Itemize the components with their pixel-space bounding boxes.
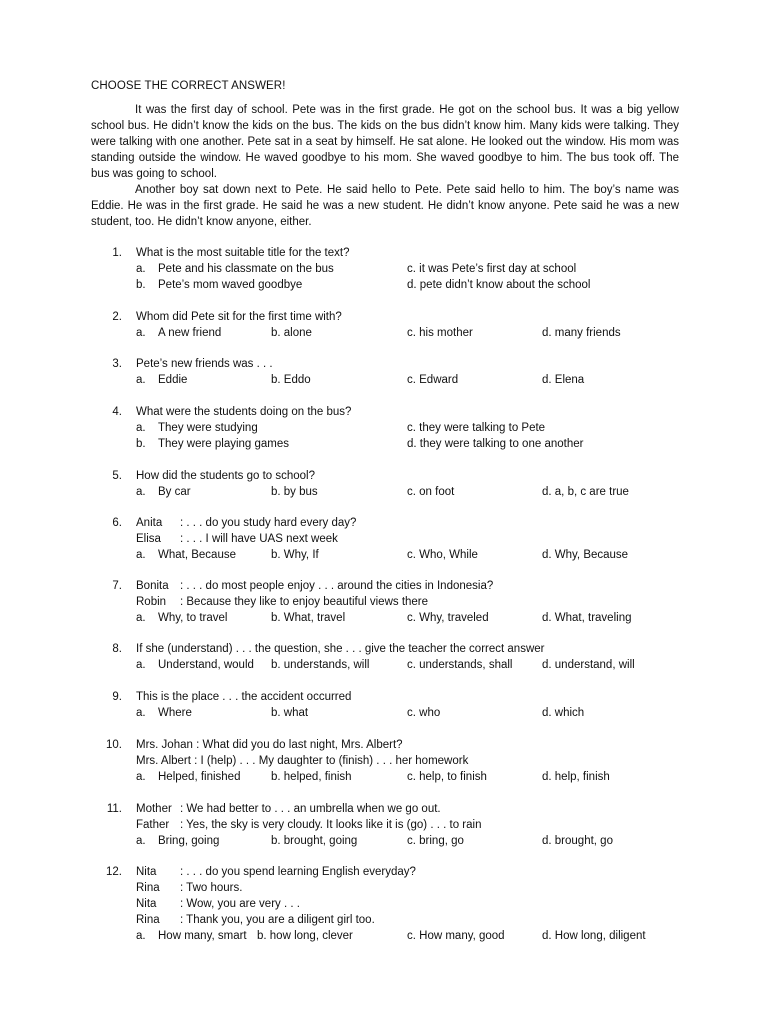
option-d: d. brought, go [542,835,613,847]
speaker-name: Father [136,819,170,831]
option-d: d. understand, will [542,659,635,671]
option-b: b. understands, will [271,659,370,671]
option-b: b. what [271,707,309,719]
option-a: Why, to travel [158,612,228,624]
question-11: 11. Mother : We had better to . . . an umbrella when we go out. Father : Yes, the sky is very cloudy. It looks like it is (go) . . . to rain a. Bring, going b. brought, going c. bring, go d. brought, go [106,803,613,847]
page-heading: CHOOSE THE CORRECT ANSWER! [91,80,286,92]
question-4: 4. What were the students doing on the bus? a. They were studying c. they were talking to Pete b. They were playing games d. they were talking to one another [112,406,584,450]
speaker-name: Anita [136,517,163,529]
question-6: 6. Anita : . . . do you study hard every day? Elisa : . . . I will have UAS next week a. What, Because b. Why, If c. Who, While d. Why, Because [112,517,629,561]
question-number: 4. [112,406,122,418]
question-number: 9. [112,691,122,703]
option-c: c. on foot [407,486,455,498]
question-number: 6. [112,517,122,529]
option-c: c. bring, go [407,835,464,847]
dialog-line: : . . . do most people enjoy . . . around the cities in Indonesia? [180,580,494,592]
option-d: d. pete didn’t know about the school [407,279,591,291]
option-c: c. help, to finish [407,771,487,783]
option-b: b. how long, clever [257,930,353,942]
option-a: Helped, finished [158,771,241,783]
option-a: By car [158,486,191,498]
option-b: b. brought, going [271,835,358,847]
speaker-name: Nita [136,898,157,910]
option-a: They were studying [158,422,258,434]
question-number: 8. [112,643,122,655]
option-b: b. Why, If [271,549,319,561]
question-2: 2. Whom did Pete sit for the first time with? a. A new friend b. alone c. his mother d. many friends [112,311,621,339]
speaker-name: Robin [136,596,167,608]
option-d: d. which [542,707,585,719]
speaker-name: Rina [136,914,160,926]
dialog-line: : Because they like to enjoy beautiful views there [180,596,429,608]
question-number: 10. [106,739,122,751]
dialog-line: Mrs. Johan : What did you do last night, Mrs. Albert? [136,739,403,751]
option-b: b. by bus [271,486,318,498]
option-c: c. it was Pete’s first day at school [407,263,577,275]
question-8: 8. If she (understand) . . . the question, she . . . give the teacher the correct answer a. Understand, would b. understands, will c. understands, shall d. understand, will [112,643,635,671]
option-a: Eddie [158,374,188,386]
question-number: 7. [112,580,122,592]
dialog-line: : We had better to . . . an umbrella when we go out. [180,803,441,815]
question-text: Whom did Pete sit for the first time with? [136,311,342,323]
option-d: d. Why, Because [542,549,629,561]
option-d: d. What, traveling [542,612,632,624]
speaker-name: Bonita [136,580,169,592]
question-number: 2. [112,311,122,323]
question-text: How did the students go to school? [136,470,316,482]
option-c: c. who [407,707,441,719]
option-a: Bring, going [158,835,220,847]
dialog-line: : Yes, the sky is very cloudy. It looks like it is (go) . . . to rain [180,819,482,831]
option-a: Pete and his classmate on the bus [158,263,334,275]
question-1: 1. What is the most suitable title for the text? a. Pete and his classmate on the bus c. it was Pete’s first day at school b. Pete’s mom waved goodbye d. pete didn’t know about the school [112,247,591,291]
option-d: d. How long, diligent [542,930,646,942]
option-b: They were playing games [158,438,290,450]
option-d: d. they were talking to one another [407,438,584,450]
question-10: 10. Mrs. Johan : What did you do last night, Mrs. Albert? Mrs. Albert : I (help) . . . My daughter to (finish) . . . her homework a. Helped, finished b. helped, finish c. help, to finish d. help, finish [106,739,610,783]
question-12: 12. Nita : . . . do you spend learning English everyday? Rina : Two hours. Nita : Wow, you are very . . . Rina : Thank you, you are a diligent girl too. a. How many, smart b. how long, clever c. How many, good d. How long, diligent [106,866,646,942]
speaker-name: Mother [136,803,172,815]
speaker-name: Elisa [136,533,161,545]
question-7: 7. Bonita : . . . do most people enjoy . . . around the cities in Indonesia? Robin : Because they like to enjoy beautiful views there a. Why, to travel b. What, travel c. Why, traveled d. What, traveling [112,580,632,624]
passage-paragraph-2: Another boy sat down next to Pete. He said hello to Pete. Pete said hello to him. The boy’s name was Eddie. He was in the first grade. He said he was a new student. He didn’t know anyone. Pete said he was a new student, too. He didn’t know anyone, either. [91,184,679,228]
option-c: c. Edward [407,374,459,386]
question-text: What were the students doing on the bus? [136,406,352,418]
option-c: c. understands, shall [407,659,513,671]
question-number: 5. [112,470,122,482]
passage-paragraph-1: It was the first day of school. Pete was in the first grade. He got on the school bus. It was a big yellow school bus. He didn’t know the kids on the bus. The kids on the bus didn’t know him. Many kids were talking. They were talking with one another. Pete sat in a seat by himself. He sat alone. He looked out the window. His mom was standing outside the window. He waved goodbye to his mom. She waved goodbye to him. The bus took off. The bus was going to school. [91,104,679,180]
option-b: b. Eddo [271,374,311,386]
question-text: This is the place . . . the accident occurred [136,691,352,703]
dialog-line: : . . . I will have UAS next week [180,533,338,545]
dialog-line: : . . . do you study hard every day? [180,517,357,529]
dialog-line: : Thank you, you are a diligent girl too. [180,914,375,926]
speaker-name: Rina [136,882,160,894]
question-number: 11. [106,803,122,815]
question-5: 5. How did the students go to school? a. By car b. by bus c. on foot d. a, b, c are true [112,470,629,498]
reading-passage [91,102,679,230]
option-d: d. many friends [542,327,621,339]
question-text: Pete’s new friends was . . . [136,358,273,370]
option-b: b. helped, finish [271,771,352,783]
question-text: If she (understand) . . . the question, she . . . give the teacher the correct answer [136,643,545,655]
speaker-name: Nita [136,866,157,878]
option-c: c. Who, While [407,549,478,561]
option-d: d. a, b, c are true [542,486,629,498]
dialog-line: : . . . do you spend learning English everyday? [180,866,416,878]
question-3: 3. Pete’s new friends was . . . a. Eddie b. Eddo c. Edward d. Elena [112,358,585,386]
question-9: 9. This is the place . . . the accident occurred a. Where b. what c. who d. which [112,691,585,719]
option-d: d. Elena [542,374,585,386]
option-c: c. they were talking to Pete [407,422,546,434]
option-a: A new friend [158,327,222,339]
option-c: c. Why, traveled [407,612,489,624]
option-c: c. How many, good [407,930,505,942]
option-d: d. help, finish [542,771,610,783]
option-a: Understand, would [158,659,254,671]
question-number: 1. [112,247,122,259]
option-a: Where [158,707,192,719]
option-c: c. his mother [407,327,473,339]
option-a: How many, smart [158,930,247,942]
dialog-line: Mrs. Albert : I (help) . . . My daughter to (finish) . . . her homework [136,755,469,767]
option-b: b. What, travel [271,612,346,624]
question-text: What is the most suitable title for the text? [136,247,350,259]
option-a: What, Because [158,549,236,561]
dialog-line: : Wow, you are very . . . [180,898,300,910]
option-b: b. alone [271,327,312,339]
option-b: Pete’s mom waved goodbye [158,279,303,291]
dialog-line: : Two hours. [180,882,243,894]
question-number: 3. [112,358,122,370]
question-number: 12. [106,866,122,878]
